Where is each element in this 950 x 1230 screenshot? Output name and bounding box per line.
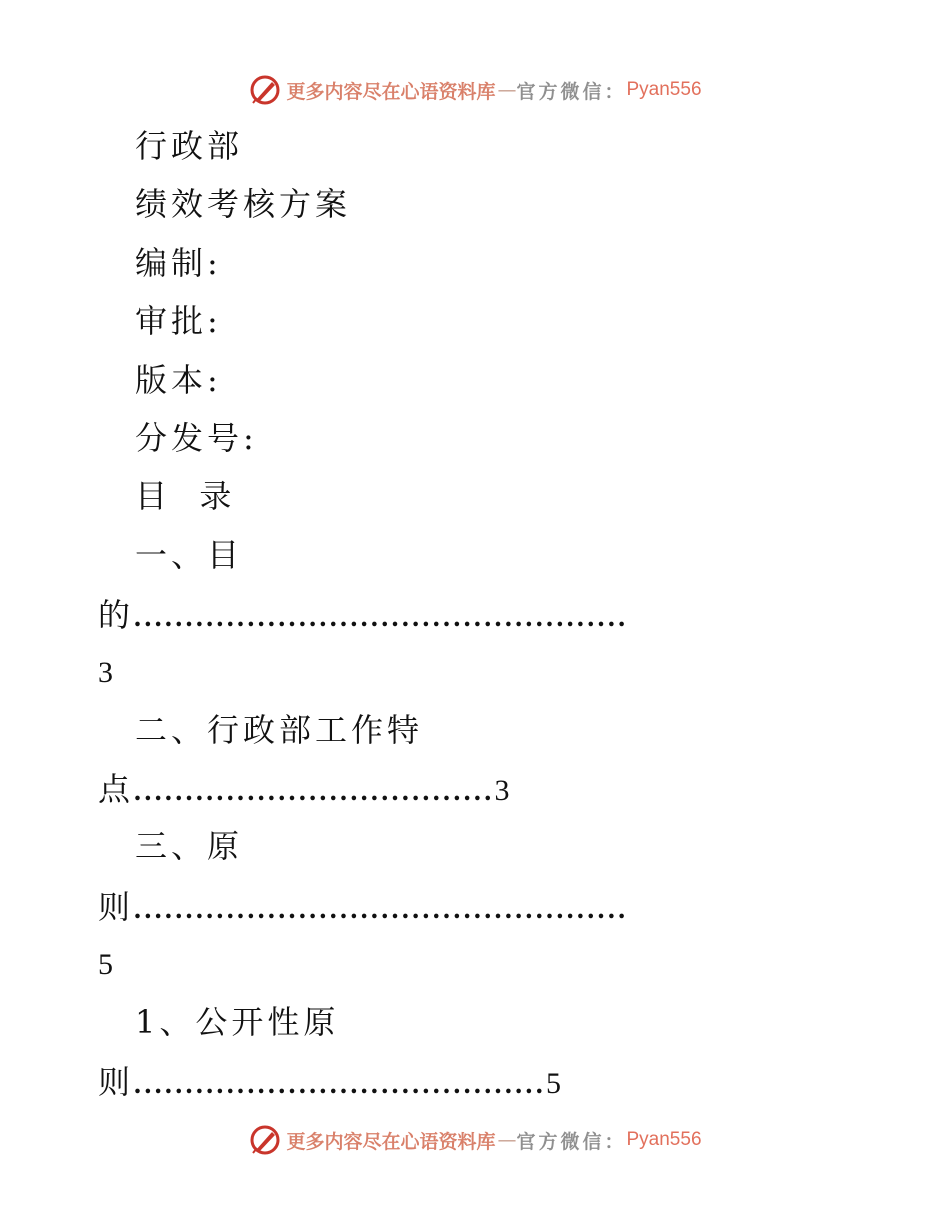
quill-pen-logo-icon [248, 73, 282, 107]
quill-pen-logo-icon [248, 1123, 282, 1157]
toc-entry-1-head: 一、目 [135, 536, 244, 574]
banner-dash: — [497, 1129, 515, 1151]
toc-entry-4-head: 1、公开性原 [135, 1003, 340, 1041]
document-title: 绩效考核方案 [135, 185, 352, 223]
field-compiled-by: 编制: [135, 244, 222, 282]
toc-title: 目 录 [135, 477, 236, 515]
toc-entry-3-line [98, 887, 628, 930]
toc-entry-2-page: 3 [494, 774, 510, 807]
field-distribution-number: 分发号: [135, 419, 258, 457]
toc-entry-1-tail: 的 [98, 596, 135, 634]
toc-entry-2-leader: ................................... [134, 776, 495, 807]
toc-entry-4-line [98, 1062, 561, 1105]
watermark-banner-bottom [0, 1120, 950, 1160]
field-version: 版本: [135, 361, 222, 399]
toc-entry-3-leader: ................................................ [134, 894, 629, 925]
watermark-banner-top [0, 70, 950, 110]
toc-entry-3-head: 三、原 [135, 827, 244, 865]
banner-main-text: 更多内容尽在心语资料库 [286, 1130, 496, 1153]
toc-entry-4-leader: ........................................ [134, 1069, 547, 1100]
toc-entry-1-page: 3 [98, 656, 113, 689]
banner-wechat-label: 官方微信： [516, 1130, 627, 1153]
toc-entry-4-tail: 则 [98, 1063, 135, 1101]
banner-wechat-id: Pyan556 [626, 1129, 702, 1150]
toc-entry-1-leader: ................................................ [134, 602, 629, 633]
department-name: 行政部 [135, 127, 244, 165]
field-approved-by: 审批: [135, 302, 222, 340]
toc-entry-3-tail: 则 [98, 888, 135, 926]
banner-main-text: 更多内容尽在心语资料库 [286, 80, 496, 103]
toc-entry-2-line [98, 769, 510, 812]
toc-entry-4-page: 5 [546, 1067, 562, 1100]
banner-wechat-id: Pyan556 [626, 79, 702, 100]
toc-entry-2-tail: 点 [98, 770, 135, 808]
banner-dash: — [497, 79, 515, 101]
toc-entry-2-head: 二、行政部工作特 [135, 711, 424, 749]
toc-entry-3-page: 5 [98, 948, 113, 981]
toc-entry-1-line [98, 595, 628, 638]
banner-wechat-label: 官方微信： [516, 80, 627, 103]
